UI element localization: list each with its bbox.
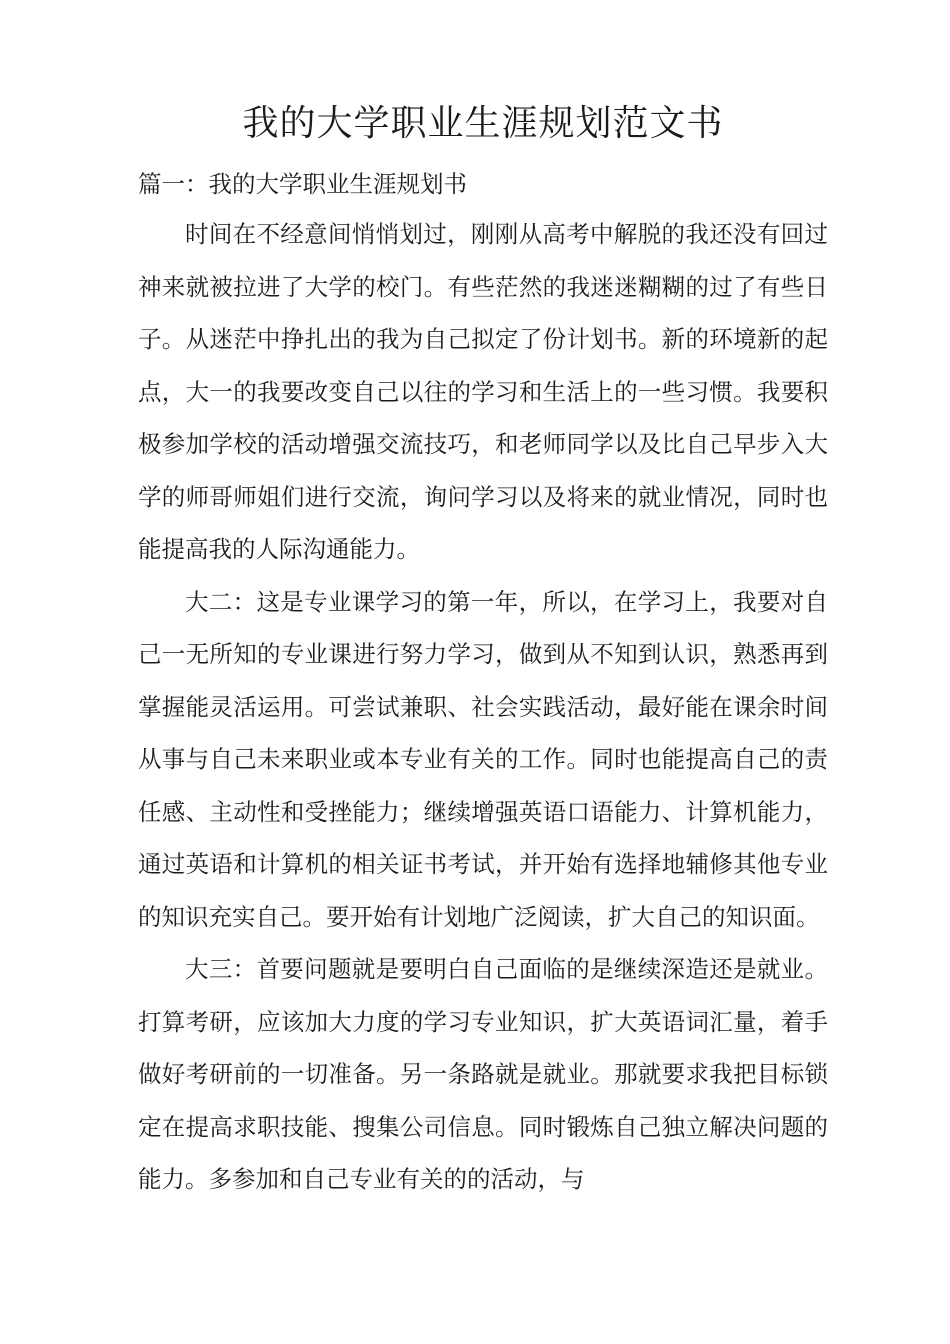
section-heading: 篇一：我的大学职业生涯规划书	[138, 170, 467, 198]
paragraph-year-two: 大二：这是专业课学习的第一年，所以，在学习上，我要对自己一无所知的专业课进行努力学习，做到从不知到认识，熟悉再到掌握能灵活运用。可尝试兼职、社会实践活动，最好能在课余时间从事与自己未来职业或本专业有关的工作。同时也能提高自己的责任感、主动性和受挫能力；继续增强英语口语能力、计算机能力，通过英语和计算机的相关证书考试，并开始有选择地辅修其他专业的知识充实自己。要开始有计划地广泛阅读，扩大自己的知识面。	[138, 587, 828, 931]
paragraph-year-three: 大三：首要问题就是要明白自己面临的是继续深造还是就业。打算考研，应该加大力度的学习专业知识，扩大英语词汇量，着手做好考研前的一切准备。另一条路就是就业。那就要求我把目标锁定在提高求职技能、搜集公司信息。同时锻炼自己独立解决问题的能力。多参加和自己专业有关的的活动，与	[138, 955, 828, 1193]
paragraph-intro: 时间在不经意间悄悄划过，刚刚从高考中解脱的我还没有回过神来就被拉进了大学的校门。有些茫然的我迷迷糊糊的过了有些日子。从迷茫中挣扎出的我为自己拟定了份计划书。新的环境新的起点，大一的我要改变自己以往的学习和生活上的一些习惯。我要积极参加学校的活动增强交流技巧，和老师同学以及比自己早步入大学的师哥师姐们进行交流，询问学习以及将来的就业情况，同时也能提高我的人际沟通能力。	[138, 220, 828, 563]
document-title: 我的大学职业生涯规划范文书	[242, 103, 724, 144]
